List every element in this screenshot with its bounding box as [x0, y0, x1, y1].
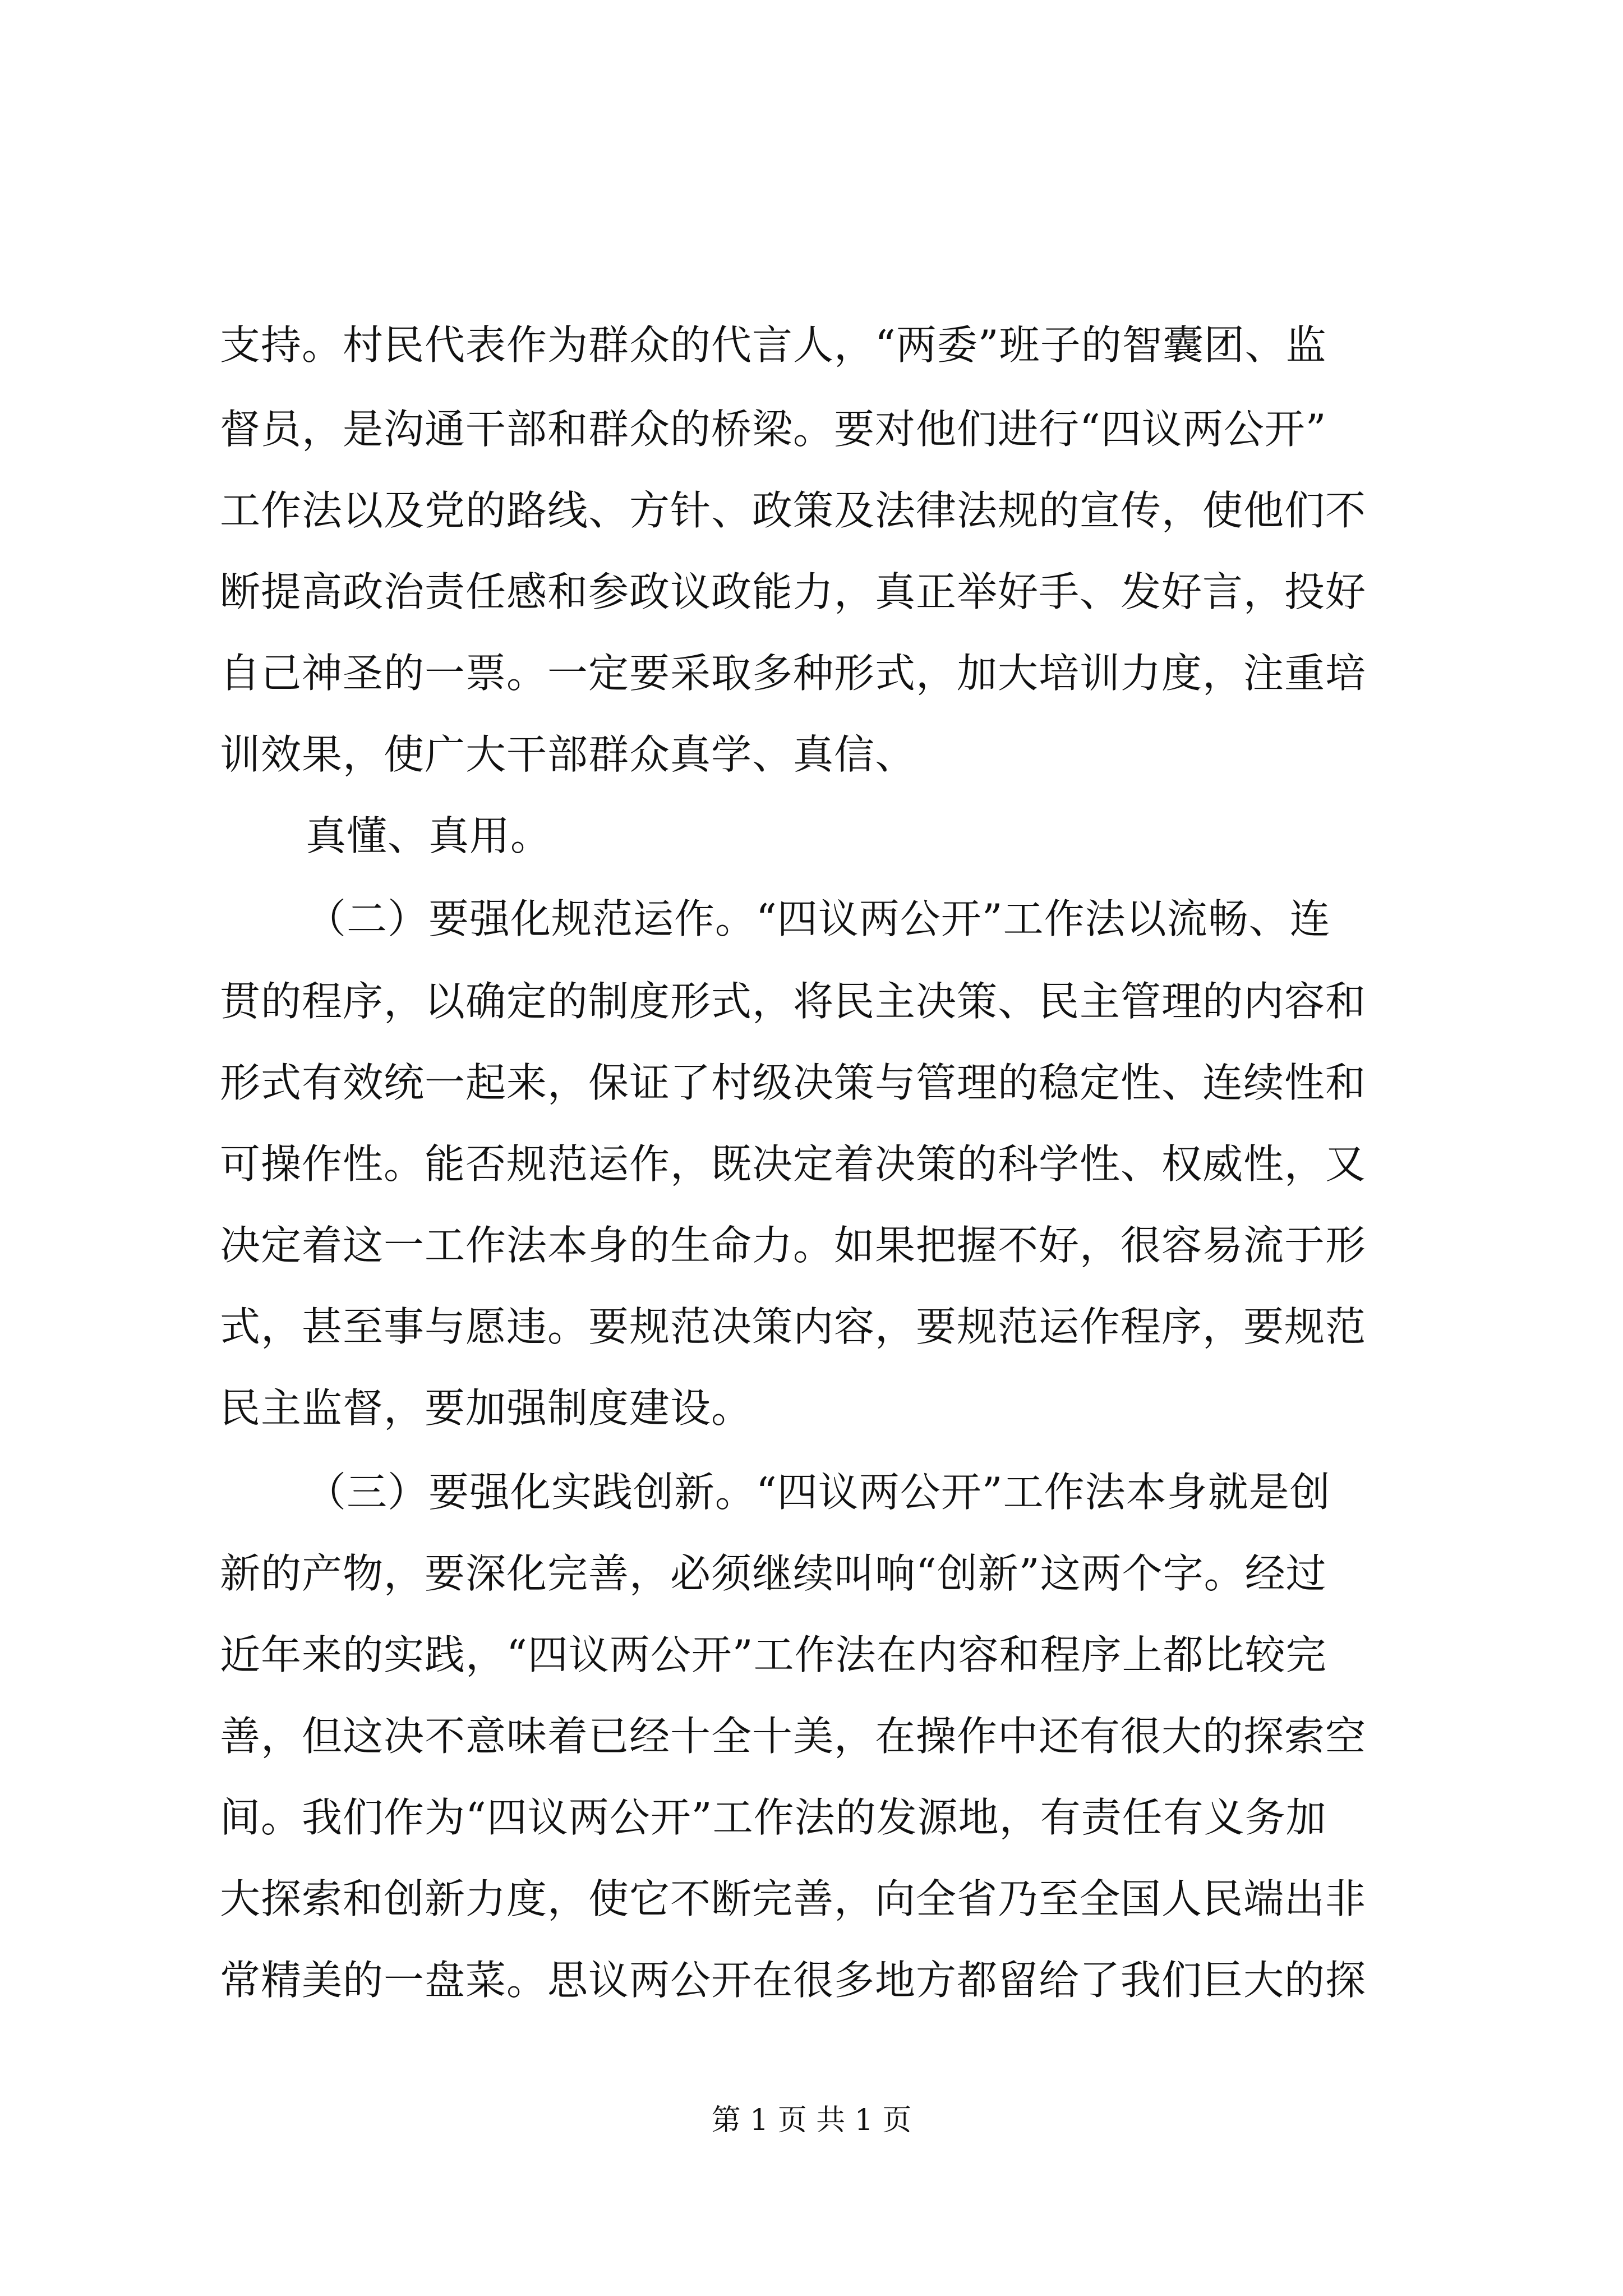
text-line: （二）要强化规范运作。“四议两公开”工作法以流畅、连: [306, 895, 1331, 942]
text-line: 可操作性。能否规范运作，既决定着决策的科学性、权威性，又: [220, 1140, 1367, 1188]
text-line: 训效果，使广大干部群众真学、真信、: [220, 731, 916, 778]
text-line: 真懂、真用。: [306, 812, 552, 859]
text-line: 督员，是沟通干部和群众的桥梁。要对他们进行“四议两公开”: [220, 406, 1327, 453]
text-line: （三）要强化实践创新。“四议两公开”工作法本身就是创: [306, 1469, 1331, 1516]
text-line: 大探索和创新力度，使它不断完善，向全省乃至全国人民端出非: [220, 1875, 1367, 1922]
text-line: 形式有效统一起来，保证了村级决策与管理的稳定性、连续性和: [220, 1059, 1367, 1106]
text-line: 式，甚至事与愿违。要规范决策内容，要规范运作程序，要规范: [220, 1303, 1367, 1350]
text-line: 善，但这决不意味着已经十全十美，在操作中还有很大的探索空: [220, 1713, 1367, 1760]
text-line: 民主监督，要加强制度建设。: [220, 1384, 753, 1432]
text-line: 间。我们作为“四议两公开”工作法的发源地，有责任有义务加: [220, 1794, 1327, 1841]
text-line: 工作法以及党的路线、方针、政策及法律法规的宣传，使他们不: [220, 487, 1367, 534]
text-line: 断提高政治责任感和参政议政能力，真正举好手、发好言，投好: [220, 568, 1367, 615]
text-line: 自己神圣的一票。一定要采取多种形式，加大培训力度，注重培: [220, 650, 1367, 697]
page-footer: 第 1 页 共 1 页: [711, 2104, 912, 2137]
text-line: 决定着这一工作法本身的生命力。如果把握不好，很容易流于形: [220, 1222, 1367, 1269]
text-line: 常精美的一盘菜。思议两公开在很多地方都留给了我们巨大的探: [220, 1957, 1367, 2004]
text-line: 贯的程序，以确定的制度形式，将民主决策、民主管理的内容和: [220, 978, 1367, 1025]
text-line: 支持。村民代表作为群众的代言人，“两委”班子的智囊团、监: [220, 321, 1327, 369]
text-line: 近年来的实践，“四议两公开”工作法在内容和程序上都比较完: [220, 1631, 1327, 1678]
text-line: 新的产物，要深化完善，必须继续叫响“创新”这两个字。经过: [220, 1550, 1327, 1597]
